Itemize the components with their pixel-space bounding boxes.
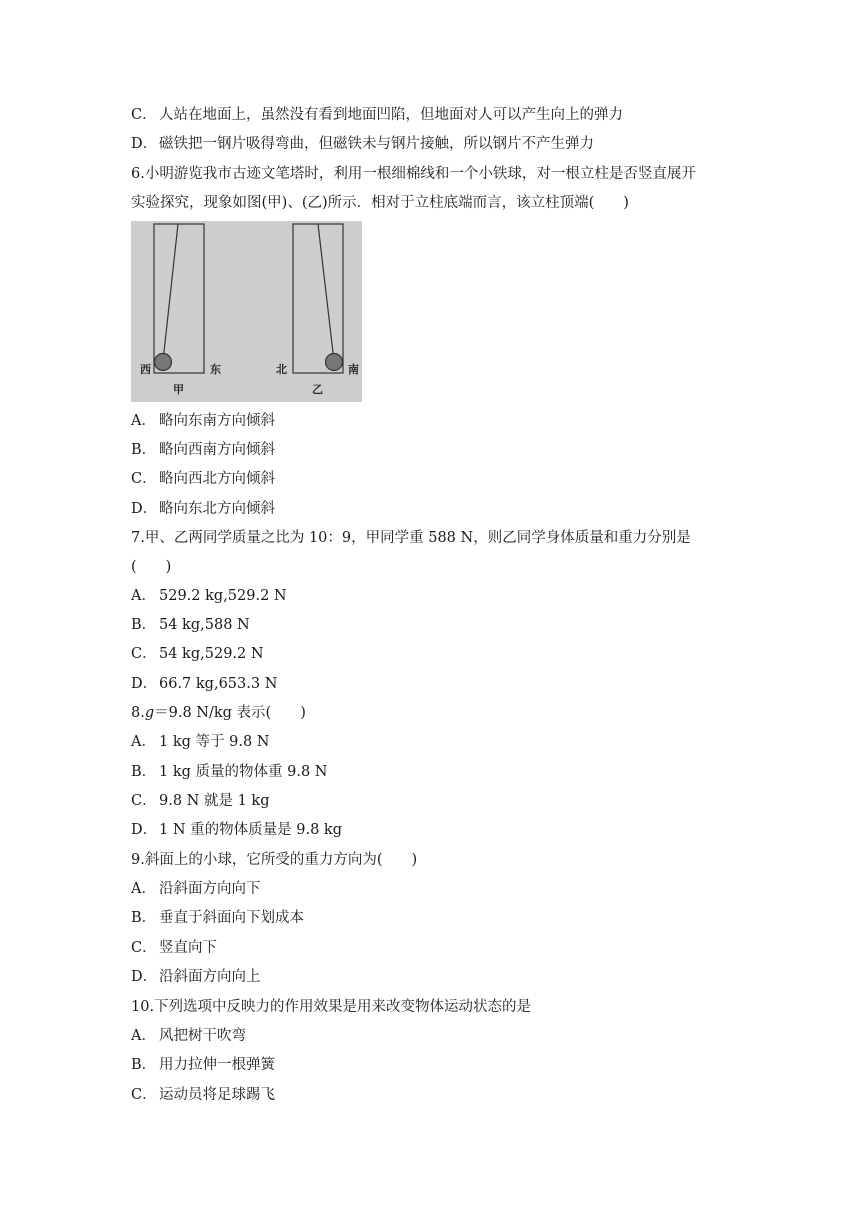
option-text: 529.2 kg,529.2 N <box>159 588 287 604</box>
option-letter: C． <box>131 471 157 487</box>
q8-option-a <box>131 732 269 752</box>
option-letter: D． <box>131 501 158 517</box>
label-west: 西 <box>140 363 151 376</box>
option-text: 66.7 kg,653.3 N <box>159 676 278 692</box>
pillar-right <box>293 224 343 373</box>
q9-option-b <box>131 908 304 928</box>
option-letter: D． <box>131 136 158 152</box>
option-letter: B． <box>131 442 157 458</box>
plumb-line-figure <box>131 221 362 402</box>
option-letter: A． <box>131 1028 156 1044</box>
option-text: 沿斜面方向向下 <box>159 881 261 897</box>
option-text: 1 N 重的物体质量是 9.8 kg <box>159 822 342 838</box>
q8-stem-variable: g <box>144 705 155 721</box>
q5-option-c <box>131 105 623 125</box>
option-letter: C． <box>131 646 157 662</box>
option-text: 运动员将足球踢飞 <box>159 1087 275 1103</box>
q7-option-c <box>131 644 264 664</box>
q7-option-a <box>131 586 287 606</box>
option-text: 略向西北方向倾斜 <box>159 471 275 487</box>
option-letter: A． <box>131 413 156 429</box>
option-letter: D． <box>131 822 158 838</box>
option-letter: C． <box>131 1087 157 1103</box>
option-text: 54 kg,588 N <box>159 617 250 633</box>
q6-option-b <box>131 440 275 460</box>
q10-option-c <box>131 1085 275 1105</box>
option-letter: A． <box>131 881 156 897</box>
q5-option-d <box>131 134 594 154</box>
q8-stem-rest: ＝9.8 N/kg 表示( ) <box>154 705 306 721</box>
option-letter: A． <box>131 588 156 604</box>
caption-yi: 乙 <box>312 383 323 396</box>
q7-stem-line1: 7.甲、乙两同学质量之比为 10：9，甲同学重 588 N，则乙同学身体质量和重力分别是 <box>131 530 691 546</box>
plumb-line-right <box>318 224 334 361</box>
q6-option-a <box>131 411 275 431</box>
label-south: 南 <box>348 363 359 376</box>
q8-stem-prefix: 8. <box>131 705 145 721</box>
option-text: 风把树干吹弯 <box>159 1028 246 1044</box>
option-letter: B． <box>131 910 157 926</box>
plumb-line-left <box>163 224 178 361</box>
label-east: 东 <box>210 363 221 376</box>
q8-option-b <box>131 762 327 782</box>
option-letter: D． <box>131 676 158 692</box>
q9-stem: 9.斜面上的小球，它所受的重力方向为( ) <box>131 852 418 868</box>
option-text: 磁铁把一钢片吸得弯曲，但磁铁未与钢片接触，所以钢片不产生弹力 <box>159 136 594 152</box>
q9-option-a <box>131 879 261 899</box>
option-text: 9.8 N 就是 1 kg <box>159 793 270 809</box>
option-text: 人站在地面上，虽然没有看到地面凹陷，但地面对人可以产生向上的弹力 <box>159 107 623 123</box>
q6-option-c <box>131 469 275 489</box>
iron-ball-left <box>155 354 172 371</box>
option-letter: A． <box>131 734 156 750</box>
option-text: 用力拉伸一根弹簧 <box>159 1057 275 1073</box>
option-text: 略向东北方向倾斜 <box>159 501 275 517</box>
option-text: 略向东南方向倾斜 <box>159 413 275 429</box>
option-text: 沿斜面方向向上 <box>159 969 261 985</box>
q8-option-c <box>131 791 269 811</box>
q10-stem: 10.下列选项中反映力的作用效果是用来改变物体运动状态的是 <box>131 999 532 1015</box>
option-text: 略向西南方向倾斜 <box>159 442 275 458</box>
plumb-line-diagram <box>131 221 362 402</box>
caption-jia: 甲 <box>173 383 184 396</box>
option-letter: B． <box>131 764 157 780</box>
q9-option-c <box>131 938 217 958</box>
q6-stem-line1: 6.小明游览我市古迹文笔塔时，利用一根细棉线和一个小铁球，对一根立柱是否竖直展开 <box>131 166 696 182</box>
iron-ball-right <box>326 354 343 371</box>
option-letter: C． <box>131 107 157 123</box>
q7-option-b <box>131 615 250 635</box>
q8-stem <box>131 703 306 723</box>
option-letter: C． <box>131 940 157 956</box>
q9-option-d <box>131 967 261 987</box>
option-letter: D． <box>131 969 158 985</box>
q7-option-d <box>131 674 277 694</box>
option-text: 54 kg,529.2 N <box>159 646 264 662</box>
q6-option-d <box>131 499 275 519</box>
option-letter: B． <box>131 1057 157 1073</box>
option-text: 1 kg 质量的物体重 9.8 N <box>159 764 328 780</box>
option-text: 垂直于斜面向下划成本 <box>159 910 304 926</box>
q7-stem-line2: ( ) <box>131 559 172 575</box>
q10-option-a <box>131 1026 246 1046</box>
option-text: 1 kg 等于 9.8 N <box>159 734 270 750</box>
pillar-left <box>154 224 204 373</box>
q8-option-d <box>131 820 342 840</box>
label-north: 北 <box>276 363 287 376</box>
q6-stem-line2: 实验探究，现象如图(甲)、(乙)所示．相对于立柱底端而言，该立柱顶端( ) <box>131 195 629 211</box>
option-text: 竖直向下 <box>159 940 217 956</box>
option-letter: B． <box>131 617 157 633</box>
option-letter: C． <box>131 793 157 809</box>
q10-option-b <box>131 1055 275 1075</box>
